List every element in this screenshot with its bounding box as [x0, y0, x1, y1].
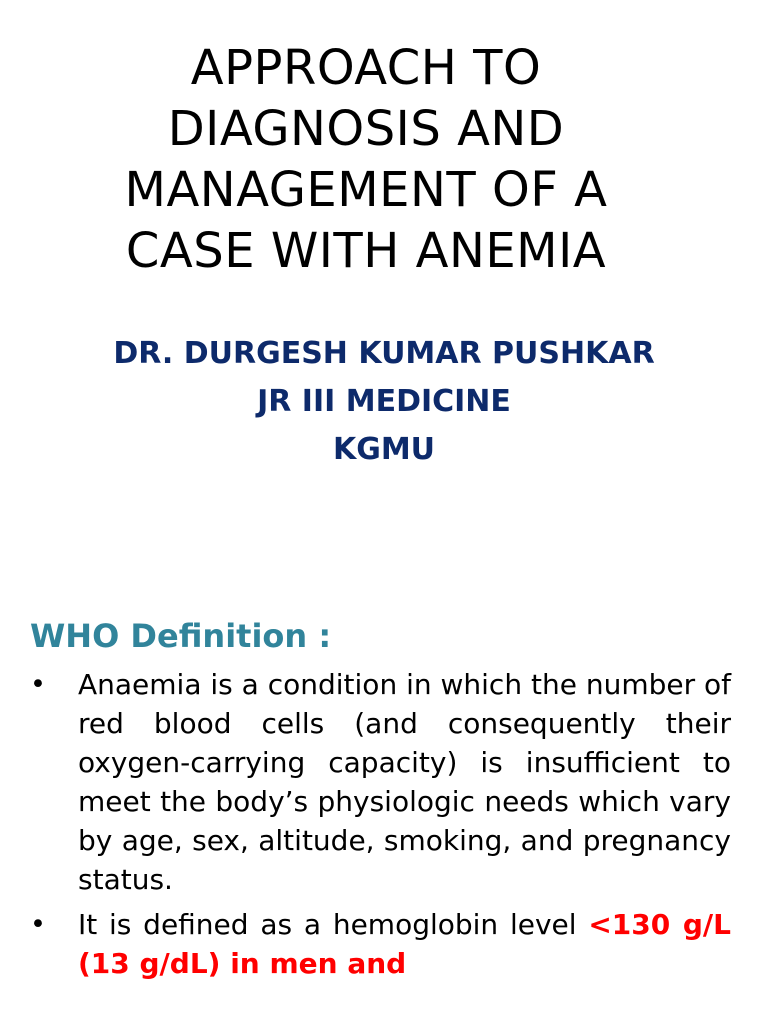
- bullet-text: [78, 905, 731, 983]
- definition-bullet-list: [0, 665, 768, 989]
- bullet-text: [78, 665, 731, 899]
- bullet-item-definition: [0, 665, 768, 899]
- bullet-dot-icon: •: [30, 909, 46, 940]
- section-heading: WHO Definition :: [30, 617, 332, 655]
- author-block: [84, 333, 684, 477]
- bullet-text-content: Anaemia is a condition in which the number of red blood cells (and consequently their oxygen-carrying capacity) is insufficient to meet the body’s physiologic needs which vary by age, sex, altitude, smoking, and pregnancy status.: [78, 668, 731, 896]
- slide-title: APPROACH TO DIAGNOSIS AND MANAGEMENT OF A CASE WITH ANEMIA: [124, 40, 608, 279]
- hemoglobin-threshold-emphasis: <130 g/L (13 g/dL) in men and: [78, 908, 731, 980]
- bullet-text-content: It is defined as a hemoglobin level: [78, 908, 589, 941]
- author-institution: KGMU: [332, 432, 436, 467]
- author-name: DR. DURGESH KUMAR PUSHKAR: [113, 336, 655, 371]
- bullet-dot-icon: •: [30, 669, 46, 700]
- bullet-item-hemoglobin: [0, 905, 768, 983]
- author-position: JR III MEDICINE: [257, 384, 511, 419]
